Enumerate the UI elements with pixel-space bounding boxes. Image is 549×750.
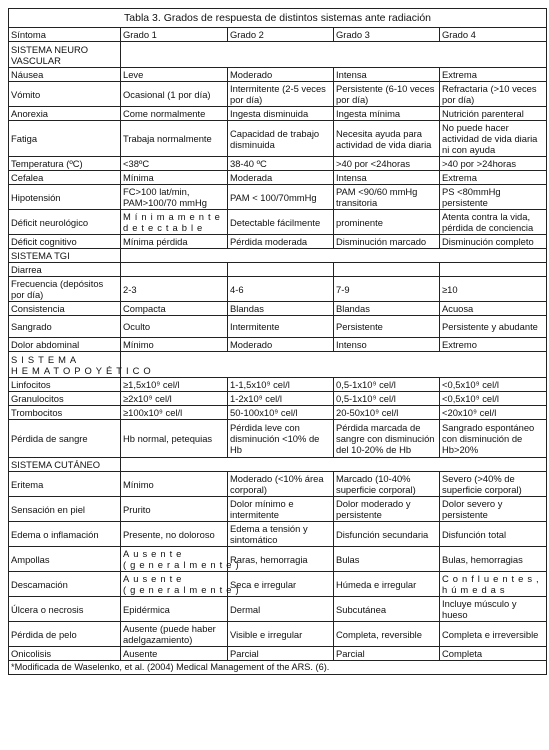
symptom-cell: Fatiga (9, 121, 121, 157)
footnote-row (9, 661, 547, 675)
symptom-cell: Linfocitos (9, 378, 121, 392)
table-header-row (9, 28, 547, 42)
symptom-cell: Onicolisis (9, 647, 121, 661)
grade-cell: No puede hacer actividad de vida diaria ni con ayuda (440, 121, 547, 157)
grade-cell: Persistente (334, 316, 440, 338)
grade-cell: Blandas (334, 302, 440, 316)
grade-cell (440, 263, 547, 277)
symptom-cell: Cefalea (9, 171, 121, 185)
grade-cell: Dermal (228, 597, 334, 622)
grade-cell: Moderado (228, 68, 334, 82)
grade-cell: Intermitente (2-5 veces por día) (228, 82, 334, 107)
grade-cell: Confluentes, húmedas (440, 572, 547, 597)
table-row (9, 68, 547, 82)
table-row (9, 392, 547, 406)
grade-cell: Acuosa (440, 302, 547, 316)
column-header: Grado 4 (440, 28, 547, 42)
grade-cell: Visible e irregular (228, 622, 334, 647)
grade-cell: Bulas (334, 547, 440, 572)
grade-cell: Extremo (440, 338, 547, 352)
symptom-cell: Diarrea (9, 263, 121, 277)
table-row (9, 597, 547, 622)
grade-cell: >40 por >24horas (440, 157, 547, 171)
grade-cell: Mínimamente detectable (121, 210, 228, 235)
grade-cell: 0,5-1x10⁹ cel/l (334, 392, 440, 406)
table-row (9, 171, 547, 185)
grade-cell: Dolor moderado y persistente (334, 497, 440, 522)
grade-cell: Detectable fácilmente (228, 210, 334, 235)
grade-cell: Raras, hemorragia (228, 547, 334, 572)
grade-cell: Leve (121, 68, 228, 82)
grade-cell: Presente, no doloroso (121, 522, 228, 547)
grade-cell: 7-9 (334, 277, 440, 302)
grade-cell: Blandas (228, 302, 334, 316)
grade-cell: ≥2x10⁹ cel/l (121, 392, 228, 406)
grade-cell: Ausente (puede haber adelgazamiento) (121, 622, 228, 647)
table-row (9, 338, 547, 352)
table-row (9, 378, 547, 392)
grade-cell: PS <80mmHg persistente (440, 185, 547, 210)
grade-cell: Pérdida leve con disminución <10% de Hb (228, 420, 334, 458)
grade-cell: Extrema (440, 68, 547, 82)
grade-cell: ≥100x10⁹ cel/l (121, 406, 228, 420)
grade-cell: Edema a tensión y sintomático (228, 522, 334, 547)
grade-cell: Bulas, hemorragias (440, 547, 547, 572)
grade-cell: <20x10⁹ cel/l (440, 406, 547, 420)
section-title: SISTEMA HEMATOPOYÉTICO (9, 352, 121, 378)
table-row (9, 406, 547, 420)
grade-cell: Parcial (334, 647, 440, 661)
section-title: SISTEMA CUTÁNEO (9, 458, 121, 472)
grade-cell: Necesita ayuda para actividad de vida diaria (334, 121, 440, 157)
grade-cell: Ausente (121, 647, 228, 661)
symptom-cell: Temperatura (ºC) (9, 157, 121, 171)
grade-cell: Extrema (440, 171, 547, 185)
grade-cell: PAM < 100/70mmHg (228, 185, 334, 210)
grade-cell: Persistente (6-10 veces por día) (334, 82, 440, 107)
table-row (9, 263, 547, 277)
column-header: Grado 1 (121, 28, 228, 42)
column-header: Síntoma (9, 28, 121, 42)
grade-cell: Epidérmica (121, 597, 228, 622)
grade-cell: Completa (440, 647, 547, 661)
grade-cell: Completa e irreversible (440, 622, 547, 647)
symptom-cell: Descamación (9, 572, 121, 597)
symptom-cell: Vómito (9, 82, 121, 107)
table-row (9, 210, 547, 235)
section-header-row (9, 458, 547, 472)
table-row (9, 316, 547, 338)
table-row (9, 547, 547, 572)
grade-cell: Come normalmente (121, 107, 228, 121)
grade-cell: Completa, reversible (334, 622, 440, 647)
grade-cell: Compacta (121, 302, 228, 316)
grade-cell: ≥1,5x10⁹ cel/l (121, 378, 228, 392)
grade-cell: Disminución marcado (334, 235, 440, 249)
grade-cell: PAM <90/60 mmHg transitoria (334, 185, 440, 210)
grade-cell: prominente (334, 210, 440, 235)
grade-cell: Disfunción total (440, 522, 547, 547)
grade-cell: Moderado (<10% área corporal) (228, 472, 334, 497)
symptom-cell: Úlcera o necrosis (9, 597, 121, 622)
grade-cell: Dolor severo y persistente (440, 497, 547, 522)
grade-cell: Refractaria (>10 veces por día) (440, 82, 547, 107)
section-filler (121, 352, 547, 378)
table-row (9, 472, 547, 497)
grade-cell: Pérdida marcada de sangre con disminución del 10-20% de Hb (334, 420, 440, 458)
table-row (9, 82, 547, 107)
grade-cell (228, 263, 334, 277)
document-page (8, 8, 546, 675)
symptom-cell: Trombocitos (9, 406, 121, 420)
grade-cell: Mínimo (121, 472, 228, 497)
grade-cell: Incluye músculo y hueso (440, 597, 547, 622)
grade-cell: 50-100x10⁹ cel/l (228, 406, 334, 420)
grade-cell: Severo (>40% de superficie corporal) (440, 472, 547, 497)
grade-cell: ≥10 (440, 277, 547, 302)
symptom-cell: Náusea (9, 68, 121, 82)
footnote: *Modificada de Waselenko, et al. (2004) Medical Management of the ARS. (6). (9, 661, 547, 675)
grade-cell: Ausente (generalmente) (121, 547, 228, 572)
grade-cell: Intermitente (228, 316, 334, 338)
grade-cell: Pérdida moderada (228, 235, 334, 249)
table-row (9, 420, 547, 458)
table-row (9, 522, 547, 547)
symptom-cell: Déficit neurológico (9, 210, 121, 235)
symptom-cell: Ampollas (9, 547, 121, 572)
grade-cell: FC>100 lat/min, PAM>100/70 mmHg (121, 185, 228, 210)
grade-cell: 2-3 (121, 277, 228, 302)
grade-cell (121, 263, 228, 277)
grade-cell: Disminución completo (440, 235, 547, 249)
grade-cell: 4-6 (228, 277, 334, 302)
grade-cell: Intensa (334, 171, 440, 185)
grade-cell: Marcado (10-40% superficie corporal) (334, 472, 440, 497)
table-row (9, 185, 547, 210)
symptom-cell: Edema o inflamación (9, 522, 121, 547)
grade-cell: <0,5x10⁹ cel/l (440, 378, 547, 392)
grade-cell: Prurito (121, 497, 228, 522)
grade-cell: Capacidad de trabajo disminuida (228, 121, 334, 157)
table-row (9, 647, 547, 661)
table-title: Tabla 3. Grados de respuesta de distintos sistemas ante radiación (9, 9, 547, 28)
grade-cell: Intensa (334, 68, 440, 82)
grade-cell: Parcial (228, 647, 334, 661)
symptom-cell: Eritema (9, 472, 121, 497)
grade-cell: Hb normal, petequias (121, 420, 228, 458)
table-row (9, 302, 547, 316)
grade-cell: 1-2x10⁹ cel/l (228, 392, 334, 406)
table-row (9, 121, 547, 157)
table-row (9, 497, 547, 522)
section-filler (121, 42, 547, 68)
grade-cell: Ocasional (1 por día) (121, 82, 228, 107)
section-title: SISTEMA NEURO VASCULAR (9, 42, 121, 68)
grade-cell: Intenso (334, 338, 440, 352)
symptom-cell: Anorexia (9, 107, 121, 121)
section-header-row (9, 42, 547, 68)
table-title-row (9, 9, 547, 28)
table-row (9, 572, 547, 597)
symptom-cell: Pérdida de pelo (9, 622, 121, 647)
symptom-cell: Frecuencia (depósitos por día) (9, 277, 121, 302)
grade-cell: Nutrición parenteral (440, 107, 547, 121)
column-header: Grado 2 (228, 28, 334, 42)
grade-cell: <0,5x10⁹ cel/l (440, 392, 547, 406)
symptom-cell: Pérdida de sangre (9, 420, 121, 458)
radiation-grades-table (8, 8, 547, 675)
grade-cell: Oculto (121, 316, 228, 338)
table-row (9, 235, 547, 249)
grade-cell: Moderada (228, 171, 334, 185)
section-filler (121, 458, 547, 472)
grade-cell: Atenta contra la vida, pérdida de conciencia (440, 210, 547, 235)
grade-cell: Disfunción secundaria (334, 522, 440, 547)
grade-cell: Persistente y abudante (440, 316, 547, 338)
grade-cell: Seca e irregular (228, 572, 334, 597)
grade-cell: 1-1,5x10⁹ cel/l (228, 378, 334, 392)
section-filler (121, 249, 547, 263)
table-row (9, 107, 547, 121)
section-title: SISTEMA TGI (9, 249, 121, 263)
column-header: Grado 3 (334, 28, 440, 42)
grade-cell: Trabaja normalmente (121, 121, 228, 157)
grade-cell: Moderado (228, 338, 334, 352)
symptom-cell: Déficit cognitivo (9, 235, 121, 249)
grade-cell: Mínima (121, 171, 228, 185)
grade-cell: 38-40 ºC (228, 157, 334, 171)
grade-cell: Mínima pérdida (121, 235, 228, 249)
grade-cell: Ingesta disminuida (228, 107, 334, 121)
grade-cell: 20-50x10⁹ cel/l (334, 406, 440, 420)
grade-cell: Sangrado espontáneo con disminución de Hb>20% (440, 420, 547, 458)
grade-cell: Dolor mínimo e intermitente (228, 497, 334, 522)
table-row (9, 277, 547, 302)
symptom-cell: Consistencia (9, 302, 121, 316)
grade-cell: Mínimo (121, 338, 228, 352)
grade-cell: 0,5-1x10⁹ cel/l (334, 378, 440, 392)
grade-cell: Húmeda e irregular (334, 572, 440, 597)
grade-cell: Ausente (generalmente) (121, 572, 228, 597)
section-header-row (9, 352, 547, 378)
grade-cell: >40 por <24horas (334, 157, 440, 171)
symptom-cell: Granulocitos (9, 392, 121, 406)
table-row (9, 622, 547, 647)
symptom-cell: Sensación en piel (9, 497, 121, 522)
grade-cell: Ingesta mínima (334, 107, 440, 121)
symptom-cell: Hipotensión (9, 185, 121, 210)
grade-cell: Subcutánea (334, 597, 440, 622)
table-row (9, 157, 547, 171)
grade-cell (334, 263, 440, 277)
symptom-cell: Dolor abdominal (9, 338, 121, 352)
symptom-cell: Sangrado (9, 316, 121, 338)
section-header-row (9, 249, 547, 263)
grade-cell: <38ºC (121, 157, 228, 171)
